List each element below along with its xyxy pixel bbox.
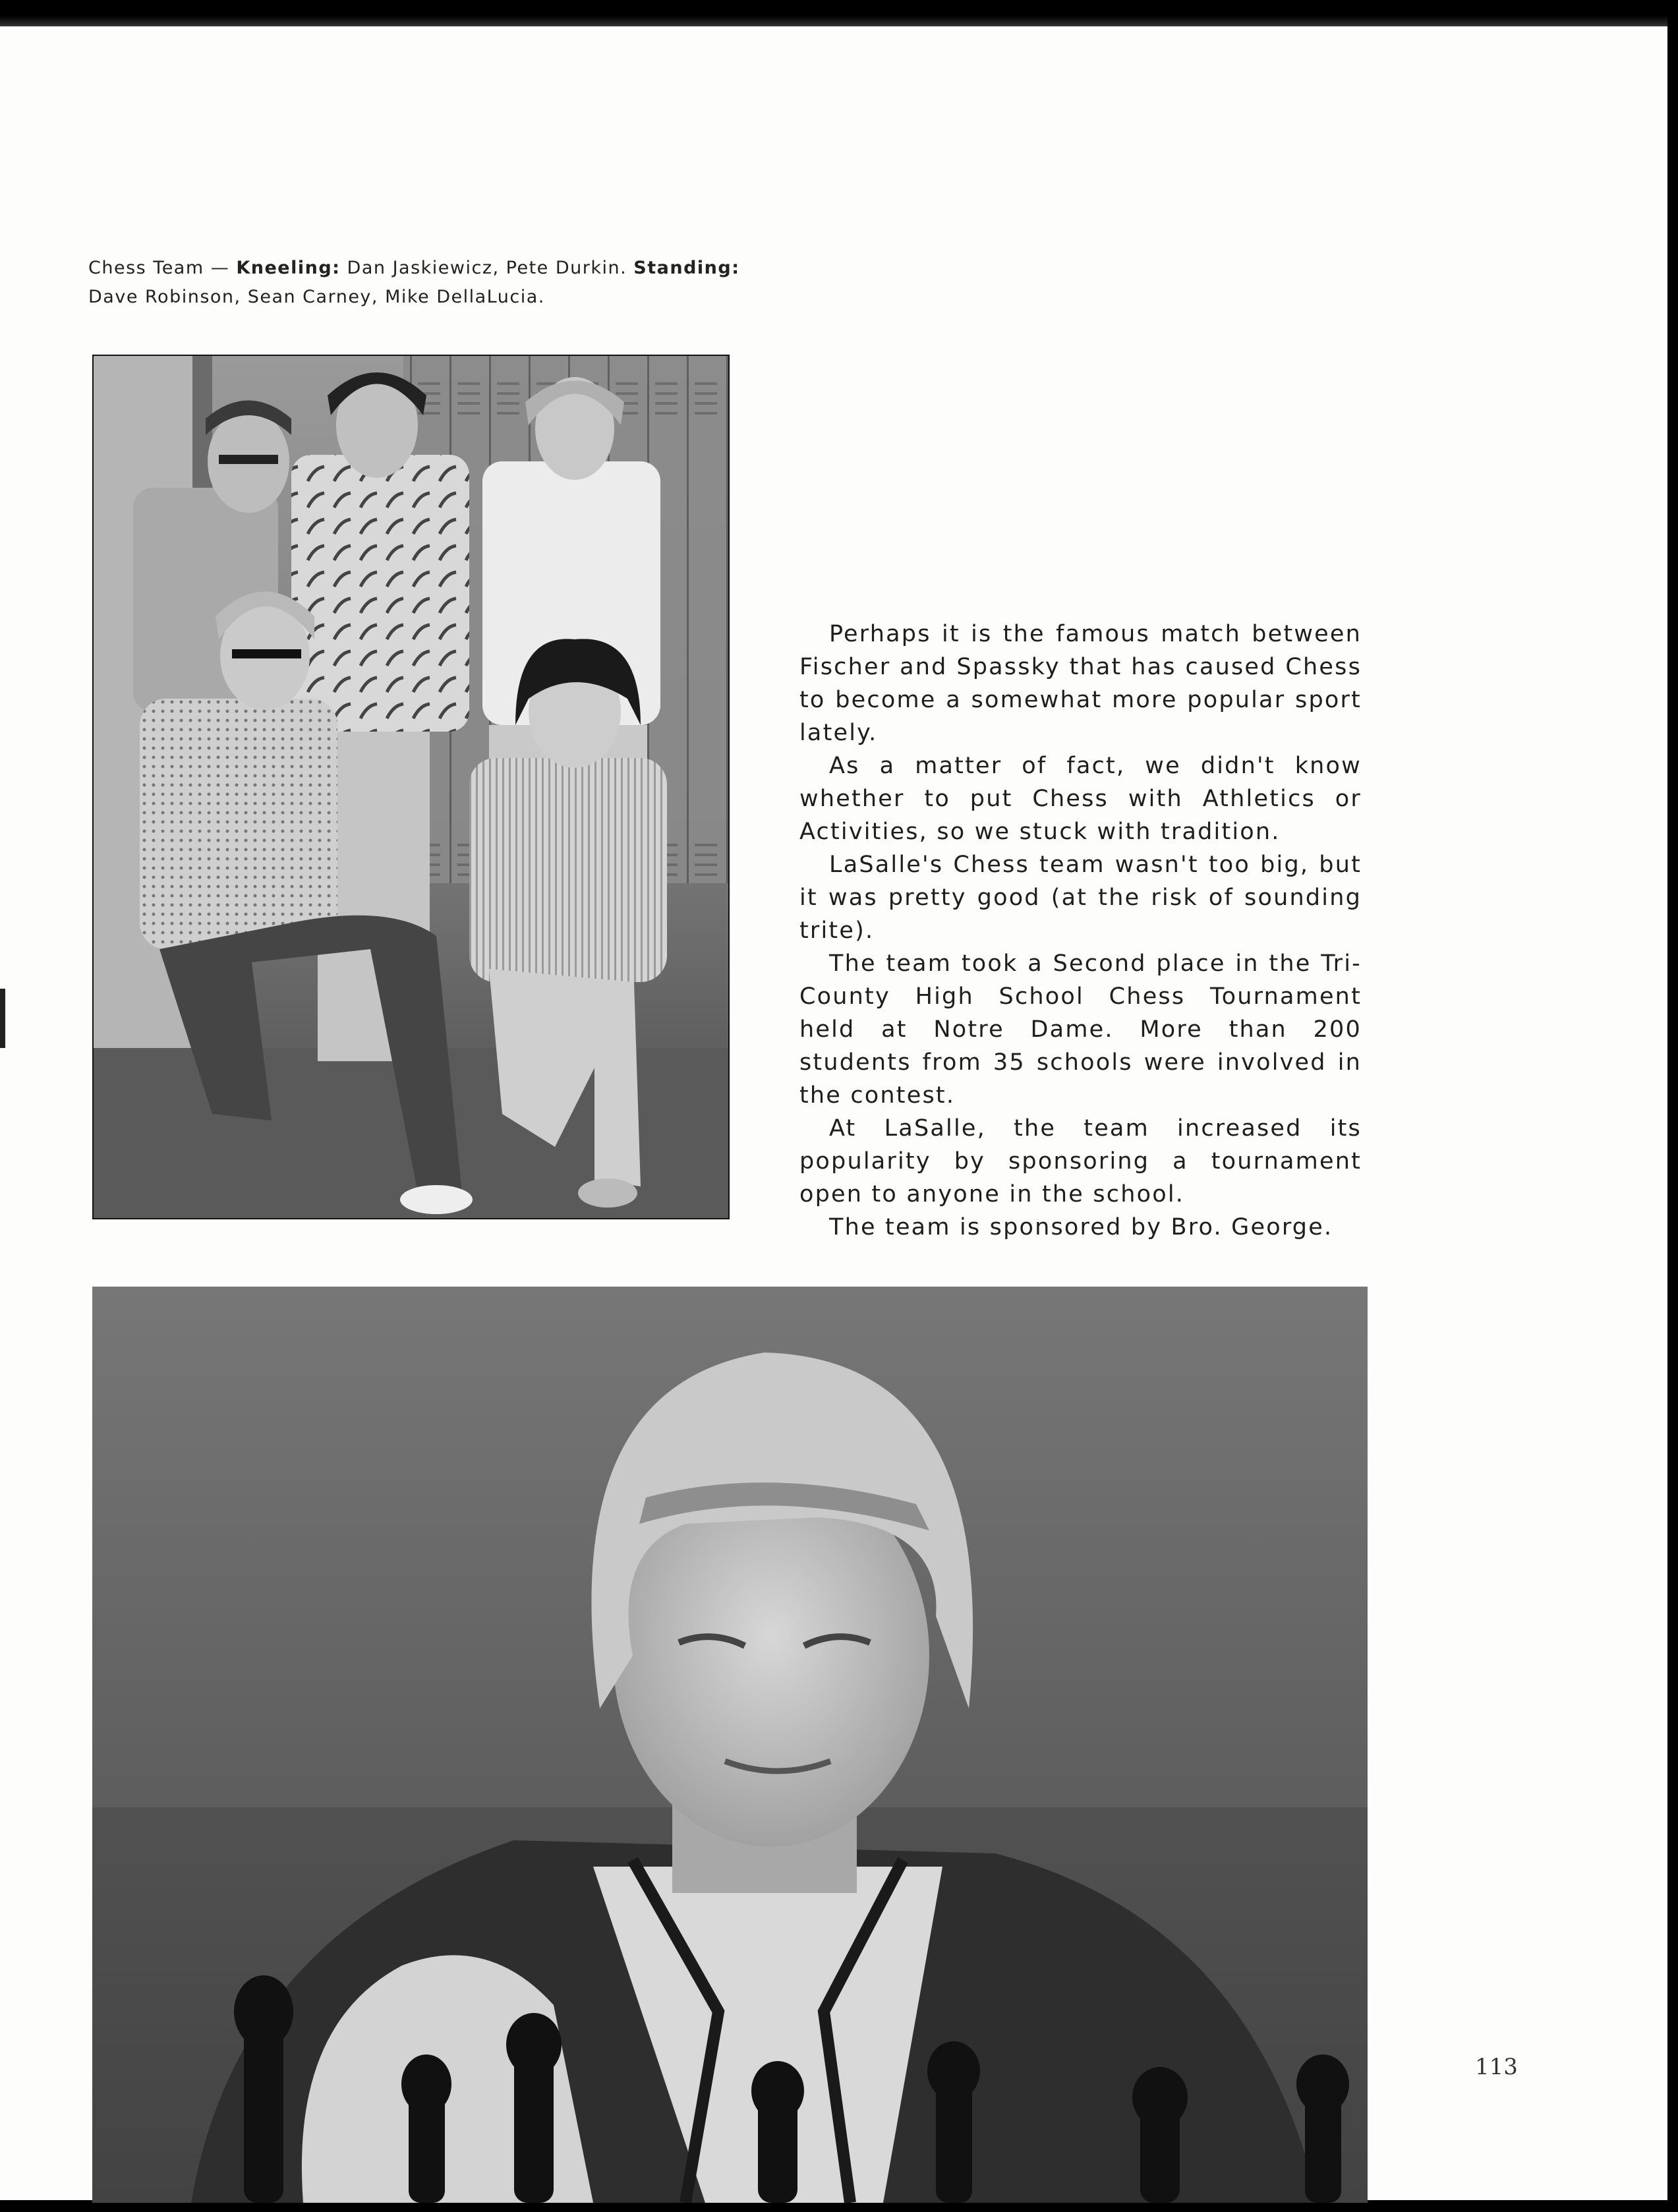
article-paragraph: As a matter of fact, we didn't know whether to put Chess with Athletics or Activities, so we stuck with tradition. bbox=[799, 753, 1362, 845]
article-paragraph: LaSalle's Chess team wasn't too big, but it was pretty good (at the risk of sounding trite). bbox=[799, 852, 1362, 944]
article-paragraph: The team took a Second place in the Tri-County High School Chess Tournament held at Notre Dame. More than 200 students from 35 schools were involved in the contest. bbox=[799, 950, 1362, 1109]
chess-player-photo bbox=[92, 1287, 1368, 2203]
scan-border-right bbox=[1667, 0, 1678, 2212]
article-body bbox=[799, 618, 1362, 1244]
article-paragraph: The team is sponsored by Bro. George. bbox=[829, 1214, 1333, 1240]
caption-kneeling-names: Dan Jaskiewicz, Pete Durkin. bbox=[340, 258, 634, 278]
caption-kneeling-label: Kneeling: bbox=[236, 258, 341, 278]
chess-player-photo-image bbox=[92, 1287, 1368, 2203]
chess-team-photo bbox=[92, 355, 730, 1219]
caption-standing-label: Standing: bbox=[633, 258, 740, 278]
page-number: 113 bbox=[1475, 2054, 1518, 2080]
scan-border-top bbox=[0, 0, 1678, 26]
article-paragraph: Perhaps it is the famous match between Fischer and Spassky that has caused Chess to become a somewhat more popular sport lately. bbox=[799, 621, 1362, 746]
article-paragraph: At LaSalle, the team increased its popularity by sponsoring a tournament open to anyone in the school. bbox=[799, 1115, 1362, 1208]
chess-team-photo-image bbox=[94, 356, 728, 1218]
caption-lead: Chess Team — bbox=[88, 258, 237, 278]
caption-standing-names: Dave Robinson, Sean Carney, Mike DellaLucia. bbox=[88, 287, 545, 307]
scan-mark-left bbox=[0, 989, 5, 1048]
photo-caption bbox=[88, 254, 747, 312]
